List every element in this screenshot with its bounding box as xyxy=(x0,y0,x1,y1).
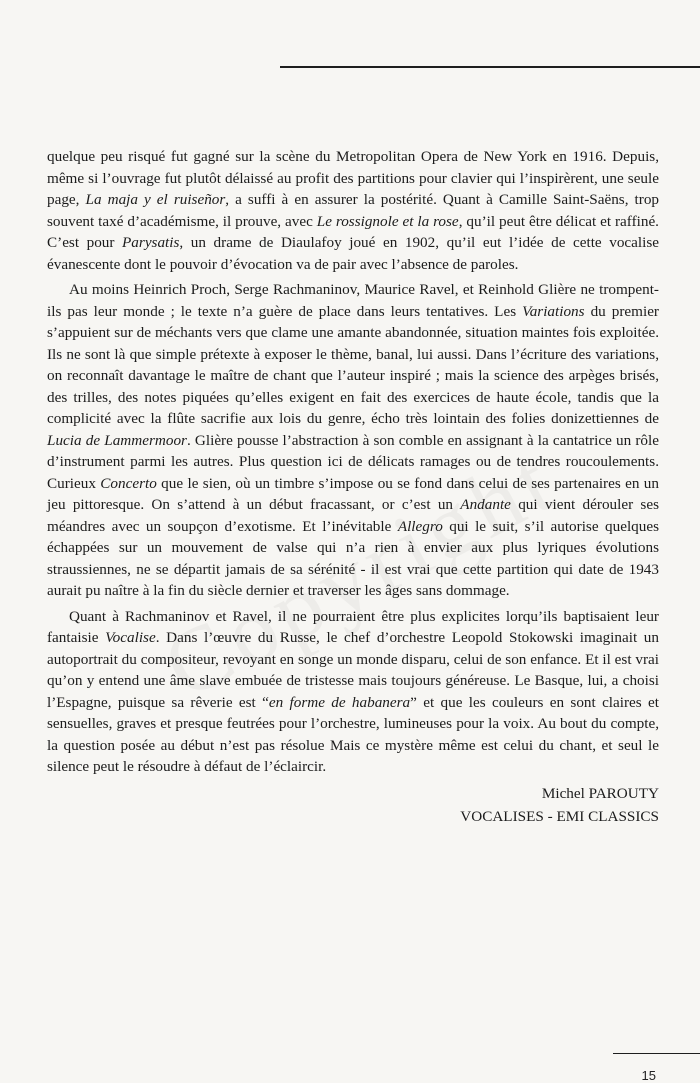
text-run: . Dans l’œuvre du Russe, le chef d’orchestre Leopold Stokowski imaginait un autoportrait du compositeur, revoyant en songe un monde disparu, celui de son enfance. Et il est vrai qu’on y entend une âme slave embuée de tristesse mais toujours généreuse. Le Basque, lui, a choisi l’Espagne, puisque sa rêverie est “ xyxy=(47,629,659,711)
source-line: VOCALISES - EMI CLASSICS xyxy=(460,807,659,825)
italic-title: Vocalise xyxy=(105,629,156,646)
italic-title: Parysatis xyxy=(122,234,180,251)
article-body xyxy=(47,146,659,828)
paragraph xyxy=(47,279,659,602)
italic-title: Lucia de Lammermoor xyxy=(47,431,187,449)
text-run: quelque peu risqué fut gagné sur la scène du Metropolitan Opera de New York en 1916. Depuis, même si l’ouvrage fut plutôt délaissé au profit des partitions pour clavier qui l’inspirèrent, une seule page, xyxy=(47,148,659,208)
paragraph xyxy=(47,146,659,275)
signature-block xyxy=(47,782,659,828)
paragraph xyxy=(47,606,659,778)
page-number: 15 xyxy=(641,1068,656,1083)
author-name: Michel PAROUTY xyxy=(541,784,659,802)
text-run: du premier s’appuient sur de méchants vers que clame une amante abandonnée, situation maintes fois exploitée. Ils ne sont là que simple prétexte à exposer le thème, banal, lui aussi. Dans l’écriture des variations, on reconnaît davantage le maître de chant que l’auteur inspiré ; mais la science des arpèges brisés, des trilles, des notes piquées qu’elles exigent en fait des exercices de haute école, tandis que la complicité avec la flûte sacrifie aux lois du genre, écho très lointain des folies donizettiennes de xyxy=(47,302,659,427)
italic-title: Variations xyxy=(522,302,585,320)
header-rule xyxy=(280,66,700,68)
italic-title: Andante xyxy=(460,496,511,513)
italic-title: en forme de habanera xyxy=(268,693,411,711)
italic-title: La maja y el ruiseñor xyxy=(85,191,226,208)
footer-rule xyxy=(613,1053,700,1054)
text-run: qui le suit, s’il autorise quelques échappées sur un mouvement de valse qui n’a rien à envier aux plus lyriques évolutions straussiennes, ne se départit jamais de sa sérénité - il est vrai que cette partition qui date de 1943 aurait pu naître à la fin du siècle dernier et traverser les âges sans dommage. xyxy=(47,517,660,599)
text-run: Quant à Rachmaninov et Ravel, il ne pourraient être plus explicites lorqu’ils baptisaient leur fantaisie xyxy=(47,607,659,646)
text-run: que le sien, où un timbre s’impose ou se fond dans celui de ses partenaires en un jeu pittoresque. On s’attend à un début fracassant, or c’est un xyxy=(47,474,659,513)
text-run: qui vient dérouler ses méandres avec un soupçon d’exotisme. Et l’inévitable xyxy=(47,496,659,535)
text-run: ” et que les couleurs en sont claires et sensuelles, graves et presque feutrées pour l’orchestre, lumineuses pour la voix. Au bout du compte, la question posée au début n’est pas résolue Mais ce mystère même est celui du chant, et seul le silence peut le résoudre à défaut de l’éclaircir. xyxy=(47,693,659,775)
text-run: , qu’il peut être délicat et raffiné. C’est pour xyxy=(47,212,659,251)
text-run: , a suffi à en assurer la postérité. Quant à Camille Saint-Saëns, trop souvent taxé d’académisme, il prouve, avec xyxy=(47,191,660,230)
text-run: , un drame de Diaulafoy joué en 1902, qu’il eut l’idée de cette vocalise évanescente dont le pouvoir d’évocation va de pair avec l’absence de paroles. xyxy=(47,234,659,273)
italic-title: Le rossignole et la rose xyxy=(316,212,459,230)
italic-title: Allegro xyxy=(397,517,443,535)
text-run: . Glière pousse l’abstraction à son comble en assignant à la cantatrice un rôle d’instrument parmi les autres. Plus question ici de délicats ramages ou de tendres roucoulements. Curieux xyxy=(47,431,659,492)
italic-title: Concerto xyxy=(100,474,157,492)
text-run: Au moins Heinrich Proch, Serge Rachmaninov, Maurice Ravel, et Reinhold Glière ne trompent-ils pas leur monde ; le texte n’a guère de place dans leurs tentatives. Les xyxy=(47,281,659,320)
